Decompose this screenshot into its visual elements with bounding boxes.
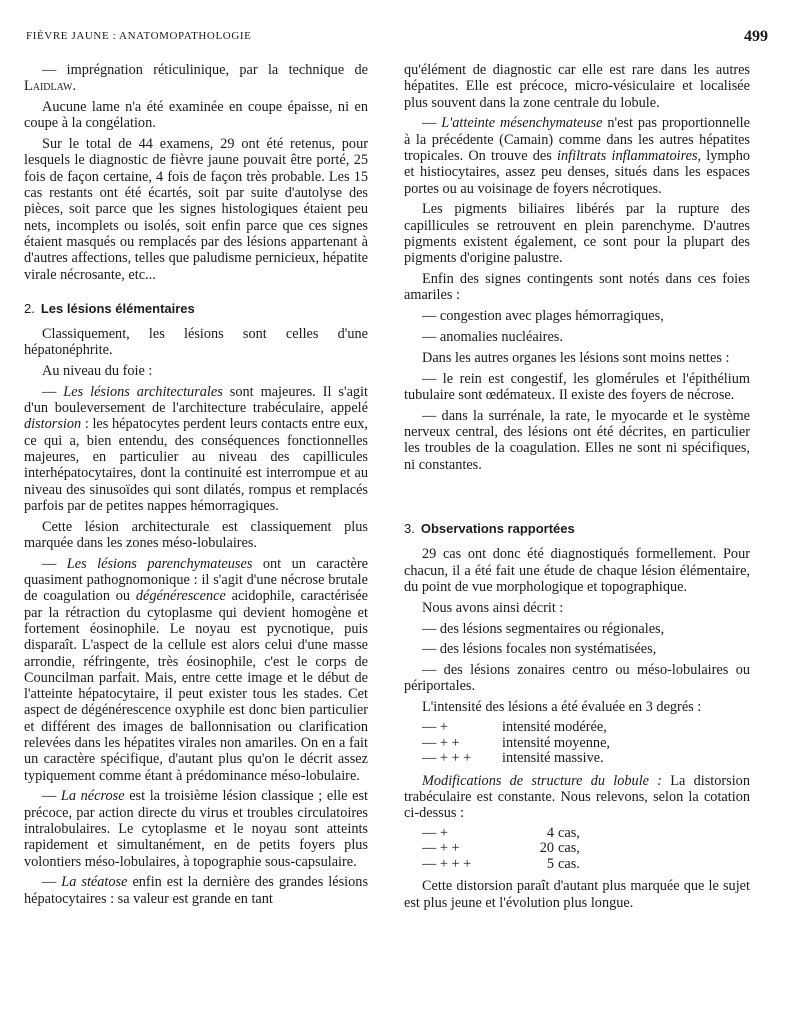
- left-column: [24, 62, 368, 911]
- table-row: — + + intensité moyenne,: [422, 734, 610, 751]
- paragraph: L'intensité des lésions a été évaluée en 3 degrés :: [422, 699, 702, 716]
- paragraph: — Les lésions parenchymateuses ont un caractère quasiment pathognomonique : il s'agit d'une nécrose brutale de coagulation ou dégénérescence acidophile, caractérisée par la rétraction du cytoplasme qui devient homogène et fortement éosinophile. Le noyau est pycnotique, puis disparaît. L'aspect de la cellule est alors celui d'une masse arrondie, réfringente, très éosinophile, c'est le corps de Councilman parfait. Mais, entre cette image et le début de l'atteinte hépatocytaire, il peut exister tous les stades. Cet aspect de dégénérescence oxyphile est donc bien particulier et différent des images de ballonnisation ou clarification relevées dans les hépatites virales non amariles. On en a fait un caractère spécifique, d'autant plus qu'on le décrit assez typiquement comme étant à prédominance méso-lobulaire.: [24, 555, 368, 784]
- right-column: [404, 62, 750, 915]
- running-head: FIÈVRE JAUNE : ANATOMOPATHOLOGIE: [26, 30, 252, 42]
- list-item: — le rein est congestif, les glomérules et l'épithélium tubulaire sont œdémateux. Il existe des foyers de nécrose.: [404, 370, 750, 403]
- paragraph: Cette distorsion paraît d'autant plus marquée que le sujet est plus jeune et l'évolution plus longue.: [404, 878, 750, 911]
- spacer: [404, 477, 750, 503]
- paragraph: Sur le total de 44 examens, 29 ont été retenus, pour lesquels le diagnostic de fièvre jaune pouvait être porté, 25 fois de façon certaine, 4 fois de façon très probable. Les 15 cas restants ont été écartés, soit par suite d'autolyse des pièces, soit parce que les signes histologiques étaient peu nets, incomplets ou isolés, soit enfin parce que ces signes étaient masqués ou remplacés par des lésions appartenant à d'autres affections, telles que paludisme pernicieux, hépatite virale nécrosante, etc...: [24, 136, 368, 283]
- intensity-scale-table: [422, 720, 610, 767]
- paragraph: qu'élément de diagnostic car elle est rare dans les autres hépatites. Elle est précoce, micro-vésiculaire et localisée plus souvent dans la zone centrale du lobule.: [404, 62, 750, 111]
- paragraph: — La nécrose est la troisième lésion classique ; elle est précoce, par action directe du virus et troubles circulatoires intralobulaires. Le cytoplasme et le noyau sont atteints rapidement et simultanément, en de petits foyers plus volontiers méso-lobulaires, à topographie sous-capsulaire.: [24, 788, 368, 870]
- paragraph: Cette lésion architecturale est classiquement plus marquée dans les zones méso-lobulaires.: [24, 518, 368, 551]
- paragraph: Modifications de structure du lobule : La distorsion trabéculaire est constante. Nous relevons, selon la cotation ci-dessus :: [404, 772, 750, 822]
- section-heading: 3. Observations rapportées: [404, 521, 575, 537]
- paragraph: — La stéatose enfin est la dernière des grandes lésions hépatocytaires : sa valeur est grande en tant: [24, 874, 369, 907]
- list-item: — des lésions focales non systématisées,: [422, 641, 657, 658]
- table-row: — + intensité modérée,: [422, 719, 607, 735]
- table-row: — + + + 5 cas.: [422, 855, 580, 872]
- author-name: Laidlaw.: [24, 78, 77, 95]
- list-item: — congestion avec plages hémorragiques,: [422, 308, 664, 325]
- list-item: — des lésions zonaires centro ou méso-lobulaires ou périportales.: [404, 662, 750, 695]
- paragraph: Classiquement, les lésions sont celles d'une hépatonéphrite.: [24, 325, 368, 359]
- paragraph: — L'atteinte mésenchymateuse n'est pas proportionnelle à la précédente (Camain) comme dans les autres hépatites tropicales. On trouve des infiltrats inflammatoires, lympho et histiocytaires, assez peu denses, situés dans les espaces portes ou au voisinage de foyers nécrotiques.: [404, 115, 750, 197]
- paragraph: Au niveau du foie :: [42, 362, 153, 379]
- section-heading: 2. Les lésions élémentaires: [24, 300, 195, 316]
- distortion-count-table: [422, 826, 580, 873]
- list-item: — dans la surrénale, la rate, le myocarde et le système nerveux central, des lésions ont été décrites, en particulier les troubles de la coagulation. Elles ne sont ni spécifiques, ni constantes.: [404, 407, 750, 473]
- paragraph: Nous avons ainsi décrit :: [422, 599, 564, 616]
- paragraph: Enfin des signes contingents sont notés dans ces foies amariles :: [404, 271, 750, 304]
- paragraph: 29 cas ont donc été diagnostiqués formellement. Pour chacun, il a été fait une étude de chaque lésion élémentaire, du point de vue morphologique et topographique.: [404, 546, 750, 595]
- table-row: — + 4 cas,: [422, 824, 580, 841]
- paragraph: Dans les autres organes les lésions sont moins nettes :: [422, 349, 730, 366]
- table-row: — + + + intensité massive.: [422, 750, 604, 766]
- paragraph: Les pigments biliaires libérés par la rupture des capillicules se retrouvent en plein parenchyme. D'autres pigments existent également, ce sont pour la plupart des pigments d'origine palustre.: [404, 201, 750, 267]
- list-item: — anomalies nucléaires.: [422, 328, 563, 345]
- page-number: 499: [744, 28, 768, 45]
- table-row: — + + 20 cas,: [422, 840, 580, 857]
- paragraph: Aucune lame n'a été examinée en coupe épaisse, ni en coupe à la congélation.: [24, 99, 368, 132]
- paragraph: — imprégnation réticulinique, par la technique de Laidlaw.: [24, 62, 368, 95]
- list-item: — des lésions segmentaires ou régionales,: [422, 620, 665, 637]
- paragraph: — Les lésions architecturales sont majeures. Il s'agit d'un bouleversement de l'architecture trabéculaire, appelé distorsion : les hépatocytes perdent leurs contacts entre eux, ce qui a, bien entendu, des conséquences fonctionnelles majeures, en particulier au niveau des capillicules interhépatocytaires, dont la continuité est interrompue et au niveau des sinusoïdes qui sont dilatés, rompus et remplacés parfois par de petites nappes hémorragiques.: [24, 383, 369, 514]
